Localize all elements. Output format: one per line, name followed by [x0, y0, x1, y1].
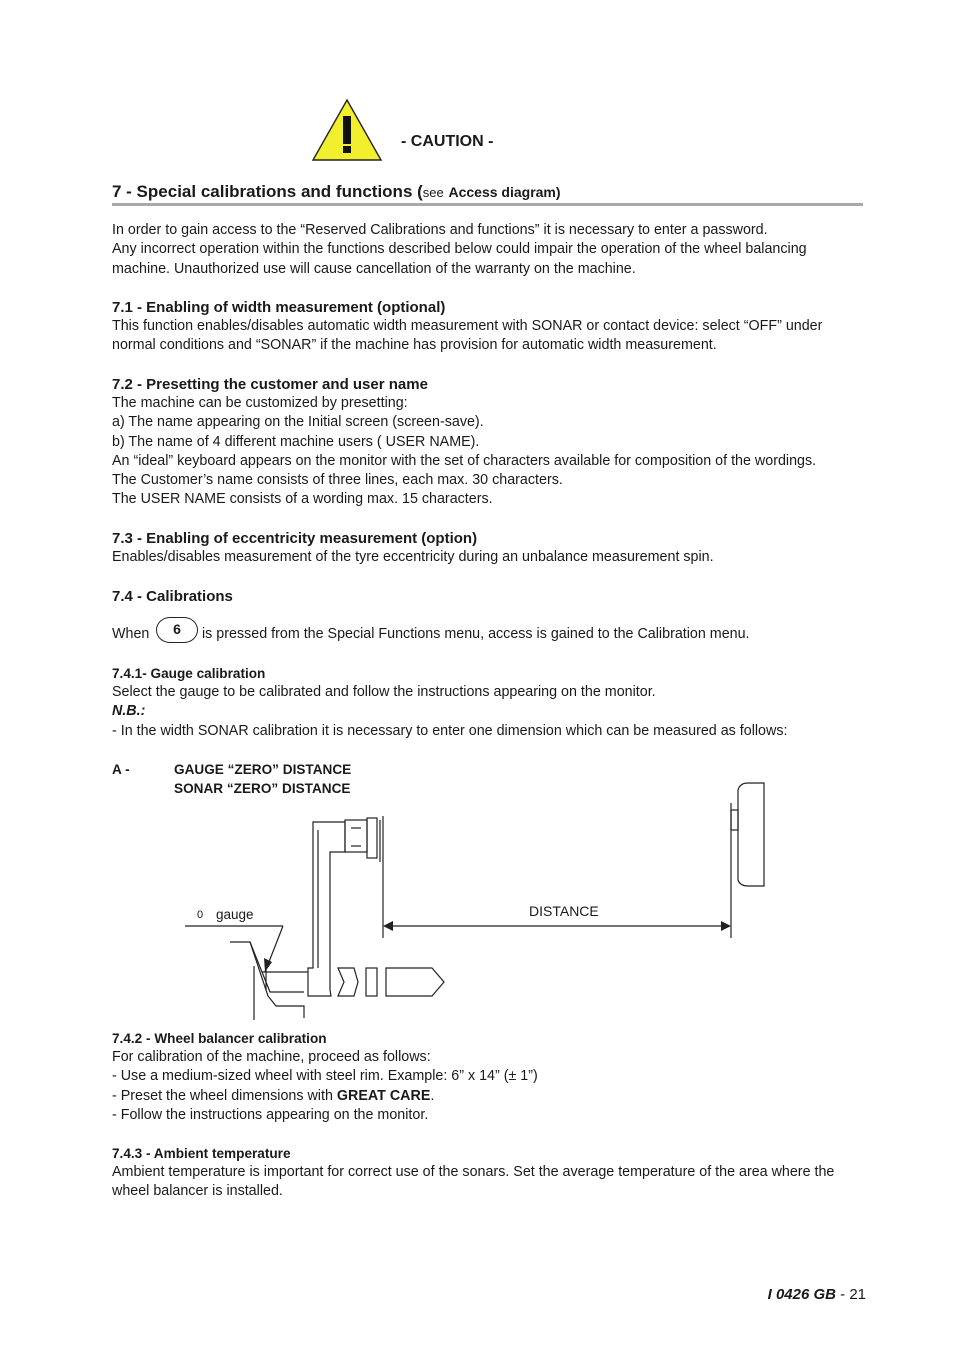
- section-7-1-heading: 7.1 - Enabling of width measurement (optional): [112, 299, 446, 316]
- wheel-rim: [738, 783, 764, 886]
- direction-block: [366, 968, 377, 996]
- section-7-1-line: normal conditions and “SONAR” if the machine has provision for automatic width measurement.: [112, 337, 717, 354]
- section-7-4-3-heading: 7.4.3 - Ambient temperature: [112, 1146, 291, 1161]
- section-7-4-2-line: [112, 1087, 872, 1106]
- section-7-2-line: a) The name appearing on the Initial screen (screen-save).: [112, 414, 484, 431]
- section-7-2-line: The machine can be customized by presetting:: [112, 395, 408, 411]
- section-7-2-line: An “ideal” keyboard appears on the monitor with the set of characters available for composition of the wordings.: [112, 452, 817, 469]
- document-code: I 0426 GB: [767, 1286, 836, 1303]
- section-7-heading-see: see: [422, 185, 444, 200]
- distance-arrow-right: [721, 921, 731, 931]
- intro-line: machine. Unauthorized use will cause cancellation of the warranty on the machine.: [112, 260, 636, 277]
- diagram-zero-label: 0: [197, 909, 204, 921]
- distance-arrow-left: [383, 921, 393, 931]
- diagram-label-gauge-zero: GAUGE “ZERO” DISTANCE: [174, 762, 352, 777]
- section-7-4-when: When: [112, 626, 150, 642]
- section-7-3-heading: 7.3 - Enabling of eccentricity measurement (option): [112, 530, 478, 547]
- section-7-2-line: The USER NAME consists of a wording max. 15 characters.: [112, 491, 493, 508]
- section-7-4-after-key: is pressed from the Special Functions menu, access is gained to the Calibration menu.: [202, 626, 750, 642]
- section-7-4-2-line: For calibration of the machine, proceed as follows:: [112, 1049, 431, 1065]
- page-footer: [600, 1286, 866, 1303]
- great-care: GREAT CARE: [336, 1087, 431, 1104]
- section-7-3-line: Enables/disables measurement of the tyre eccentricity during an unbalance measurement spin.: [112, 549, 714, 565]
- nb-label: N.B.:: [112, 703, 146, 720]
- section-7-4-3-line: Ambient temperature is important for correct use of the sonars. Set the average temperature of the area where the: [112, 1164, 835, 1180]
- intro-line: In order to gain access to the “Reserved Calibrations and functions” it is necessary to enter a password.: [112, 222, 768, 238]
- line3-post: .: [430, 1087, 435, 1104]
- section-7-2-line: The Customer’s name consists of three lines, each max. 30 characters.: [112, 472, 563, 489]
- page-number: - 21: [835, 1286, 866, 1303]
- direction-chevron: [338, 968, 358, 996]
- section-7-4-2-line: - Use a medium-sized wheel with steel rim. Example: 6” x 14” (± 1”): [112, 1068, 538, 1085]
- section-7-4-2-line: - Follow the instructions appearing on the monitor.: [112, 1106, 429, 1123]
- section-7-4-3: [112, 1144, 872, 1202]
- section-7-1-line: This function enables/disables automatic width measurement with SONAR or contact device: select “OFF” under: [112, 318, 823, 334]
- section-7-4-2-heading: 7.4.2 - Wheel balancer calibration: [112, 1031, 327, 1046]
- key-6-label: 6: [173, 621, 181, 637]
- section-7-4-3-line: wheel balancer is installed.: [112, 1183, 283, 1200]
- section-7-4-1-line: Select the gauge to be calibrated and follow the instructions appearing on the monitor.: [112, 684, 656, 700]
- section-7-4-1-heading: 7.4.1- Gauge calibration: [112, 666, 266, 681]
- caution-title: - CAUTION -: [401, 133, 494, 150]
- diagram-distance-label: DISTANCE: [529, 903, 599, 919]
- section-7-heading-main: 7 - Special calibrations and functions (: [112, 182, 423, 201]
- gauge-pointer-arrow: [264, 958, 272, 972]
- line3-pre: - Preset the wheel dimensions with: [112, 1087, 337, 1104]
- section-7-4-heading: 7.4 - Calibrations: [112, 588, 233, 605]
- section-7-2-line: b) The name of 4 different machine users ( USER NAME).: [112, 433, 480, 450]
- section-7-heading-rest: Access diagram): [448, 184, 561, 200]
- intro-line: Any incorrect operation within the functions described below could impair the operation of the wheel balancing: [112, 241, 807, 258]
- section-7-4-1-line: - In the width SONAR calibration it is necessary to enter one dimension which can be measured as follows:: [112, 722, 788, 739]
- diagram-label-sonar-zero: SONAR “ZERO” DISTANCE: [174, 781, 351, 796]
- sonar-head: [345, 820, 367, 852]
- diagram-marker: A -: [112, 762, 130, 777]
- diagram-gauge-label: gauge: [216, 907, 254, 922]
- section-7-2-heading: 7.2 - Presetting the customer and user name: [112, 376, 428, 393]
- section-7-4-2: [112, 1029, 872, 1125]
- direction-arrow: [386, 968, 444, 996]
